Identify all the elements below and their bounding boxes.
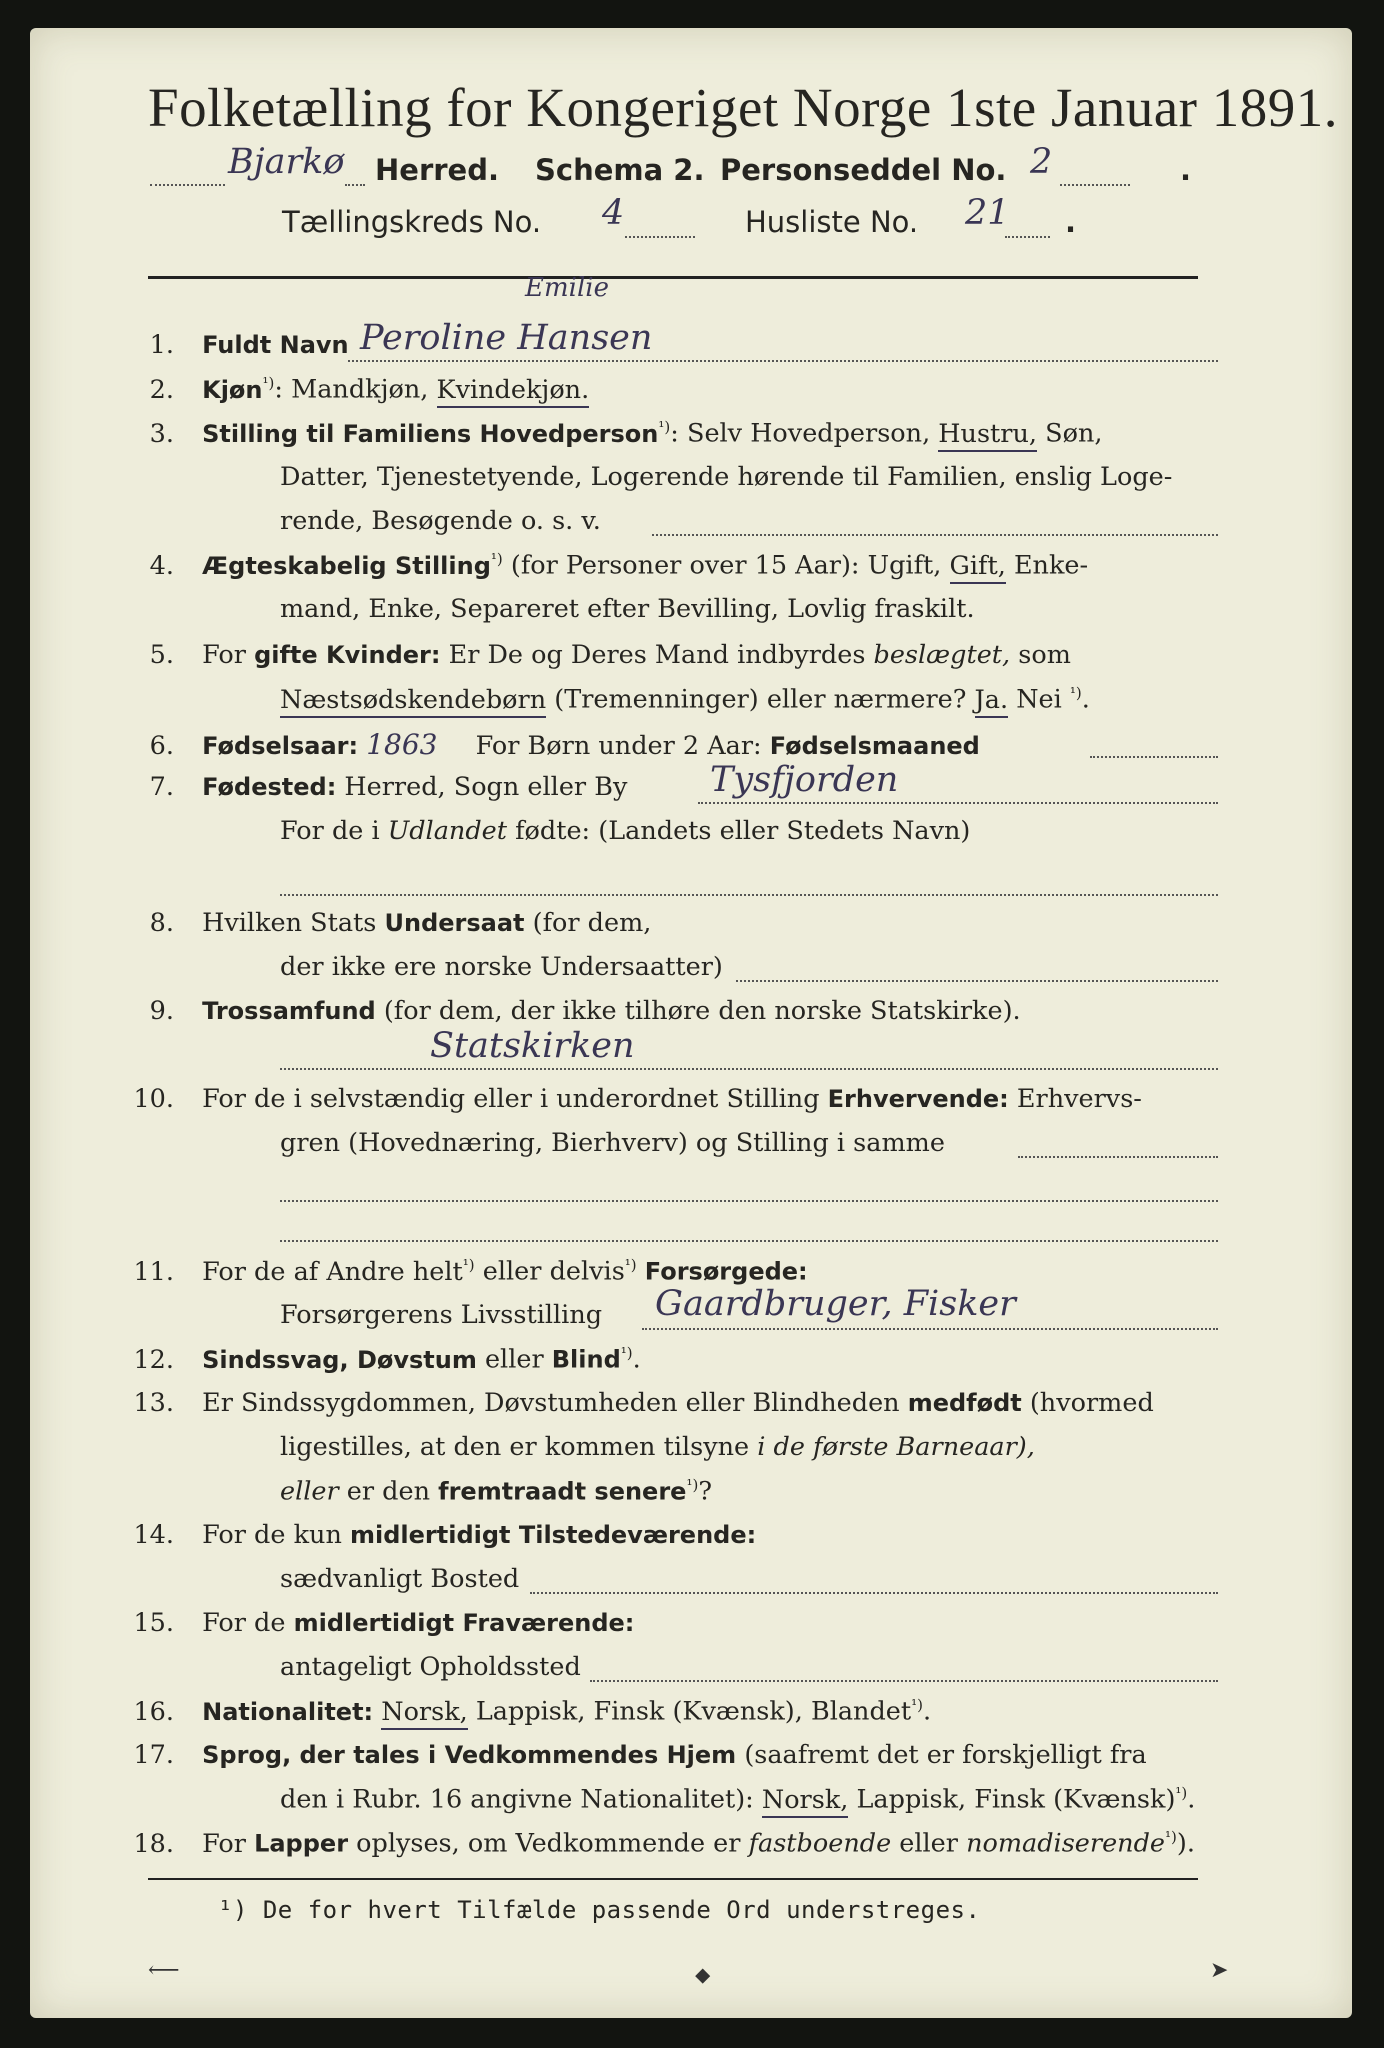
husliste-dots <box>1005 236 1050 238</box>
row-5: 5. For gifte Kvinder: Er De og Deres Mand indbyrdes beslægtet, som <box>149 640 1071 670</box>
row-14: 14. For de kun midlertidigt Tilstedeværende: <box>133 1520 757 1550</box>
husliste-label: Husliste No. <box>745 205 919 239</box>
footer-divider <box>148 1878 1198 1880</box>
husliste-value: 21 <box>965 193 1010 233</box>
kreds-dots <box>625 236 695 238</box>
norsk-underlined: Norsk, <box>381 1697 468 1730</box>
row-10: 10. For de i selvstændig eller i underordnet Stilling Erhvervende: Erhvervs- <box>133 1084 1142 1114</box>
row-15: 15. For de midlertidigt Fraværende: <box>133 1608 635 1638</box>
row-3: 3. Stilling til Familiens Hovedperson$^{^1)}$: Selv Hovedperson, Hustru, Søn, <box>114 418 1102 449</box>
kreds-label: Tællingskreds No. <box>282 205 542 239</box>
name-label: Fuldt Navn <box>202 331 349 359</box>
birthplace-value: Tysfjorden <box>710 760 899 800</box>
row-2: 2. Kjøn$^{^1)}$: Mandkjøn, Kvindekjøn. <box>114 374 589 405</box>
row-7: 7. Fødested: Herred, Sogn eller By <box>149 772 628 802</box>
herred-label: Herred. <box>375 153 499 187</box>
row-8: 8. Hvilken Stats Undersaat (for dem, <box>149 908 652 938</box>
personseddel-value: 2 <box>1030 142 1053 182</box>
margin-mark-left: ⟵ <box>148 1958 180 1983</box>
gift-underlined: Gift, <box>950 551 1006 584</box>
herred-dots <box>150 184 225 186</box>
margin-mark-right: ➤ <box>1210 1958 1229 1983</box>
row-13: 13. Er Sindssygdommen, Døvstumheden eller Blindheden medfødt (hvormed <box>133 1388 1154 1418</box>
birth-year-value: 1863 <box>366 728 438 761</box>
hustru-underlined: Hustru, <box>938 419 1037 452</box>
row-9: 9. Trossamfund (for dem, der ikke tilhøre den norske Statskirke). <box>149 996 1021 1026</box>
provider-value: Gaardbruger, Fisker <box>655 1284 1016 1324</box>
ja-underlined: Ja. <box>975 685 1009 718</box>
row-11: 11. For de af Andre helt$^{^1)}$ eller delvis$^{^1)}$ Forsørgede: <box>133 1256 808 1287</box>
kreds-value: 4 <box>602 193 625 233</box>
personseddel-dots <box>1060 184 1130 186</box>
row-6: 6. Fødselsaar: 1863 For Børn under 2 Aar: Fødselsmaaned <box>149 728 980 761</box>
name-insert: Emilie <box>525 273 609 303</box>
row-16: 16. Nationalitet: Norsk, Lappisk, Finsk (Kvænsk), Blandet$^{^1)}$. <box>114 1696 931 1727</box>
herred-value: Bjarkø <box>228 142 345 182</box>
kvindekjon-underlined: Kvindekjøn. <box>437 375 590 408</box>
personseddel-label: Personseddel No. <box>720 153 1007 187</box>
form-title: Folketælling for Kongeriget Norge 1ste Januar 1891. <box>148 77 1338 138</box>
schema-label: Schema 2. <box>535 153 705 187</box>
margin-mark-center: ⬥ <box>695 1963 711 1988</box>
sprog-norsk-underlined: Norsk, <box>762 1785 849 1818</box>
religion-value: Statskirken <box>430 1026 635 1066</box>
row-4: 4. Ægteskabelig Stilling$^{^1)}$ (for Personer over 15 Aar): Ugift, Gift, Enke- <box>114 550 1088 581</box>
footnote: ¹) De for hvert Tilfælde passende Ord understreges. <box>218 1896 981 1924</box>
row-1: 1. Fuldt Navn <box>149 330 349 360</box>
row-17: 17. Sprog, der tales i Vedkommendes Hjem (saafremt det er forskjelligt fra <box>133 1740 1147 1770</box>
row-18: 18. For Lapper oplyses, om Vedkommende er fastboende eller nomadiserende$^{^1)}$). <box>133 1828 1195 1859</box>
census-form: Folketælling for Kongeriget Norge 1ste Januar 1891. Bjarkø Herred. Schema 2. Personseddel No. 2 . Tællingskreds No. 4 Husliste No. 21 . Emilie 1. Fuldt Navn Peroline Hansen 2. Kjøn$^{^1)}$: Mandkjøn, Kvindekjøn. 3. Stilling til Familiens Hovedperson$^{^1)}$: Selv Hovedperson, Hustru, Søn, Datter, Tjenestetyende, Logerende hørende til Familien, enslig Loge- rende, Besøgende o. s. v. 4. Ægteskabelig Stilling$^{^1)}$ (for Personer over 15 Aar): Ugift, Gift, Enke- mand, Enke, Separeret efter Bevilling, Lovlig fraskilt. 5. For gifte Kvinder: Er De og Deres Mand indbyrdes beslægtet, som Næstsødskendebørn (Tremenninger) eller nærmere? Ja. Nei $^{^1)}$. 6. Fødselsaar: 1863 For Børn under 2 Aar: Fødselsmaaned 7. Fødested: Herred, Sogn eller By Tysfjorden For de i Udlandet fødte: (Landets eller Stedets Navn) 8. Hvilken Stats Undersaat (for dem, der ikke ere norske Undersaatter) 9. Trossamfund (for dem, der ikke tilhøre den norske Statskirke). Statskirken 10. For de i selvstændig eller i underordnet Stilling Erhvervende: Erhvervs- gren (Hovednæring, Bierhverv) og Stilling i samme 11. For de af Andre helt$^{^1)}$ eller delvis$^{^1)}$ Forsørgede: Forsørgerens Livsstilling Gaardbruger, Fisker 12. Sindssvag, Døvstum eller Blind$^{^1)}$. 13. Er Sindssygdommen, Døvstumheden eller Blindheden medfødt (hvormed ligestilles, at den er kommen tilsyne i de første Barneaar), eller er den fremtraadt senere$^{^1)}$? 14. For de kun midlertidigt Tilstedeværende: sædvanligt Bosted 15. For de midlertidigt Fraværende: antageligt Opholdssted 16. Nationalitet: Norsk, Lappisk, Finsk (Kvænsk), Blandet$^{^1)}$. 17. Sprog, der tales i Vedkommendes Hjem (saafremt det er forskjelligt fra den i Rubr. 16 angivne Nationalitet): Norsk, Lappisk, Finsk (Kvænsk)$^{^1)}$. 18. For Lapper oplyses, om Vedkommende er fastboende eller nomadiserende$^{^1)}$). ¹) De for hvert Tilfælde passende Ord understreges. ⟵ ⬥ ➤ <box>30 28 1352 2018</box>
herred-dots-2 <box>345 184 365 186</box>
name-value: Peroline Hansen <box>360 318 653 358</box>
row-12: 12. Sindssvag, Døvstum eller Blind$^{^1)}$. <box>133 1344 641 1375</box>
header-divider <box>148 276 1198 279</box>
